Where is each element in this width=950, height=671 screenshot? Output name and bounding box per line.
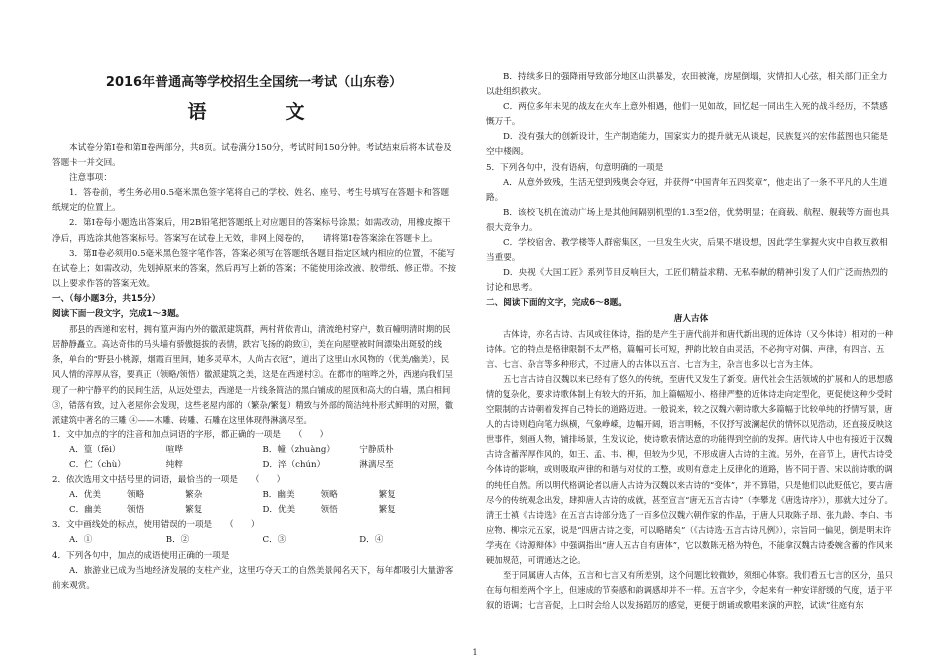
option: C．伫（chù） [69, 459, 126, 470]
option: 喧哗 [165, 444, 183, 455]
option: 领略 [320, 490, 338, 501]
option: B．幽美 [262, 490, 295, 501]
option: B．幢（zhuàng） [262, 444, 335, 455]
option: 领略 [127, 490, 145, 501]
question-4-option-c: C．两位多年未见的战友在火车上意外相遇，他们一见如故，回忆起一同出生入死的战斗经历，不禁感慨万千。 [486, 102, 888, 128]
right-column [486, 70, 896, 613]
option: A．优美 [69, 490, 101, 501]
section-one-heading: 一、（每小题3分，共15分） [52, 293, 161, 304]
option: 领悟 [320, 505, 338, 516]
article-title: 唐人古体 [673, 313, 709, 324]
option: 繁复 [378, 505, 396, 516]
question-4-option-b: B．持续多日的强降雨导致部分地区山洪暴发，农田被淹，房屋倒塌，灾情扣人心弦，相关部门正全力以赴组织救灾。 [486, 72, 888, 98]
article-paragraph: 古体诗，亦名古诗、古风或往体诗，指的是产生于唐代前并和唐代新出现的近体诗（又今体诗）相对的一种诗体。它的特点是格律限制不太严格，篇幅可长可短，押韵比较自由灵活，不必拘守对偶、声律，有四言、五言、七言、杂言等多种形式，不过唐人的古体以五言、七言为主，杂言也多以七言为主体。 [486, 328, 893, 369]
question-5-option-b: B．该校飞机在流动广场上是其他间隔别机型的1.3至2倍，优势明显；在商载、航程、舰载等方面也具很大竞争力。 [486, 207, 890, 233]
option: B．② [165, 535, 190, 546]
option: C．幽美 [69, 505, 102, 516]
question-3-options [52, 533, 456, 548]
option: 领悟 [127, 505, 145, 516]
option: A．① [69, 535, 93, 546]
question-5-option-d: D．央视《大国工匠》系列节目反响巨大，工匠们精益求精、无私奉献的精神引发了人们广泛而热烈的讨论和思考。 [486, 268, 889, 294]
intro-text: 本试卷分第Ⅰ卷和第Ⅱ卷两部分，共8页。试卷满分150分，考试时间150分钟。考试结束后将本试卷及答题卡一并交回。 [52, 143, 452, 169]
subject-title: 语 文 [187, 101, 335, 123]
question-2-options [52, 503, 456, 518]
notice-item: 2．第Ⅰ卷每小题选出答案后，用2B铅笔把答题纸上对应题目的答案标号涂黑；如需改动，用橡皮擦干净后，再选涂其他答案标号。答案写在试卷上无效，非网上阅卷的， 请将第Ⅰ卷答案涂在答题卡上。 [52, 218, 451, 244]
option: 繁复 [378, 490, 396, 501]
question-3: 3．文中画线处的标点，使用错误的一项是 （ ） [52, 520, 260, 531]
question-1-options [52, 458, 456, 473]
option: D．优美 [262, 505, 296, 516]
question-4-option-a: A．旅游业已成为当地经济发展的支柱产业，这里巧夺天工的自然美景闻名天下，每年都吸引大量游客前来观赏。 [52, 565, 454, 591]
article-paragraph: 至于同属唐人古体，五言和七言又有所差别，这个问题比较微妙，须细心体察。我们看五七言的区分，虽只在每句相差两个字上，但速成的节奏感和韵调感却并不一样。五言字少，令起来有一种安详舒缓的气度，适于平叙的语调；七言音促，上口时会给人以发扬蹈厉的感觉，更便于朗诵或歌唱来演的声腔，试读“往庭有东 [486, 570, 893, 611]
option: 繁复 [185, 505, 203, 516]
question-5-option-a: A．从意外致残，生活无望到残奥会夺冠，并获得“中国青年五四奖章”，他走出了一条不平凡的人生道路。 [486, 177, 888, 203]
option: 宁静质朴 [359, 444, 394, 455]
reading-instruction: 阅读下面一段文字，完成1～3题。 [52, 309, 185, 320]
question-1: 1．文中加点的字的注音和加点词语的字形，都正确的一项是 （ ） [52, 429, 329, 440]
question-2: 2．依次选用文中括号里的词语，最恰当的一项是 （ ） [52, 475, 286, 486]
option: 纯粹 [165, 459, 183, 470]
option: A．篁（fēi） [69, 444, 121, 455]
reading-passage: 那县的西递和宏村，拥有篁声海内外的徽派建筑群，两村背依青山，清流绝村穿户，数百幢明清时期的民居静静矗立。高达奇伟的马头墙有骄傲挺拔的表情，跌宕飞扬的韵致①，美在向屋壁被时间漂染出斑驳的线条，单台的“野县小桃源，烟霞百里间，她多灵草木，人尚古衣冠”，道出了这里山水风物的（优美/幽美），民风人情的淳厚从容，要真正（领略/领悟）徽派建筑之美，这是在西递村②。在都市的喧哗之外，西递向我们呈现了一种宁静平约的民间生活，从远处望去，西递是一片线条简洁的黑白铺成的屋顶和高大的白墙，黑白相间③，错落有致，过入老屋你会发现，这些老屋内部的（繁杂/繁复）精致与外部的简洁纯朴形式鲜明的对照，徽派建筑中著名的三雕 ④——木雕、砖雕、石雕在这里体现得淋漓尽至。 [52, 324, 454, 425]
question-5: 5．下列各句中，没有语病，句意明确的一项是 [486, 162, 664, 173]
option: 繁杂 [185, 490, 203, 501]
notice-heading: 注意事项： [69, 173, 112, 184]
left-column [52, 70, 456, 594]
option: D．④ [359, 535, 384, 546]
page-number: 1 [472, 648, 478, 657]
option: C．③ [262, 535, 287, 546]
notice-item: 3．第Ⅱ卷必须用0.5毫米黑色签字笔作答，答案必须写在答题纸各题目指定区域内相应的位置，不能写在试卷上；如需改动，先划掉原来的答案，然后再写上新的答案；不能使用涂改液、胶带纸、修正带。不按以上要求作答的答案无效。 [52, 248, 456, 289]
option: 淋漓尽至 [359, 459, 394, 470]
question-5-option-c: C．学校宿舍、教学楼等人群密集区，一旦发生火灾，后果不堪设想，因此学生掌握火灾中自救互救相当重要。 [486, 238, 888, 264]
article-paragraph: 五七言古诗自汉魏以来已经有了悠久的传统，至唐代又发生了新变。唐代社会生活领域的扩展和人的思想感情的复杂化，要求诗歌体制上有较大的开拓，加上篇幅短小、格律严整的近体诗走向定型化，更促使这种少受时空限制的古诗朝着发挥自己特长的道路迈进。一般说来，较之汉魏六朝诗歌大多篇幅于比较单纯的抒情写景，唐人的古诗则趋向笔力纵横，气象峥嵘，边幅开阔，语言明畅，不仅抒写波澜起伏的情怀以见浩动，还直接反映这世事件，刻画人物，铺排场景，生发议论，使诗歌表情达意的功能得到空前的发挥。唐代诗人中也有接近于汉魏古诗含蓄浑厚作风的，如王、孟、韦、柳，但较为少见，不形成唐人古诗的主流。另外，在音节上，唐代古诗受今体诗的影响，或则吸取声律的和谐与对仗的工整，或则有意走上反律化的道路，皆不同于晋、宋以前诗歌的调的纯任自然。所以明代格调论者以唐人古诗为汉魏以来古诗的“变体”，并不算错，只是他们以此贬低它，要古唐尽今的传统观念出发，肆抑唐人古诗的成就，甚至宣言“唐无五言古诗”（李攀龙《唐选诗序》），那就大过分了。清王士禛《古诗选》在五言古诗部分选了一百多位汉魏六朝作家的作品，于唐人只取陈子昂、张九龄、李白、韦应物、柳宗元五家，说是“四唐古诗之变，可以略睹矣”（《古诗选·五言古诗凡例》），宗旨同一偏见，倒是明末许学夷在《诗源辩体》中强调指出“唐人五古自有唐体”，它以数陈无格为特色，不能拿汉魏古诗委婉含蓄的作风来硬加规范，可谓通达之论。 [486, 373, 893, 565]
option: D．淬（chún） [262, 459, 326, 470]
exam-title: 2016年普通高等学校招生全国统一考试（山东卷） [105, 75, 403, 90]
question-2-options [52, 488, 456, 503]
question-4: 4．下列各句中，加点的成语使用正确的一项是 [52, 550, 230, 561]
notice-item: 1．答卷前，考生务必用0.5毫米黑色签字笔将自己的学校、姓名、座号、考生号填写在答题卡和答题纸规定的位置上。 [52, 188, 450, 214]
question-1-options [52, 443, 456, 458]
section-two-heading: 二、阅读下面的文字，完成6～8题。 [486, 298, 627, 309]
question-4-option-d: D．没有强大的创新设计，生产制造能力，国家实力的提升就无从谈起，民族复兴的宏伟蓝图也只能是空中楼阁。 [486, 132, 889, 158]
